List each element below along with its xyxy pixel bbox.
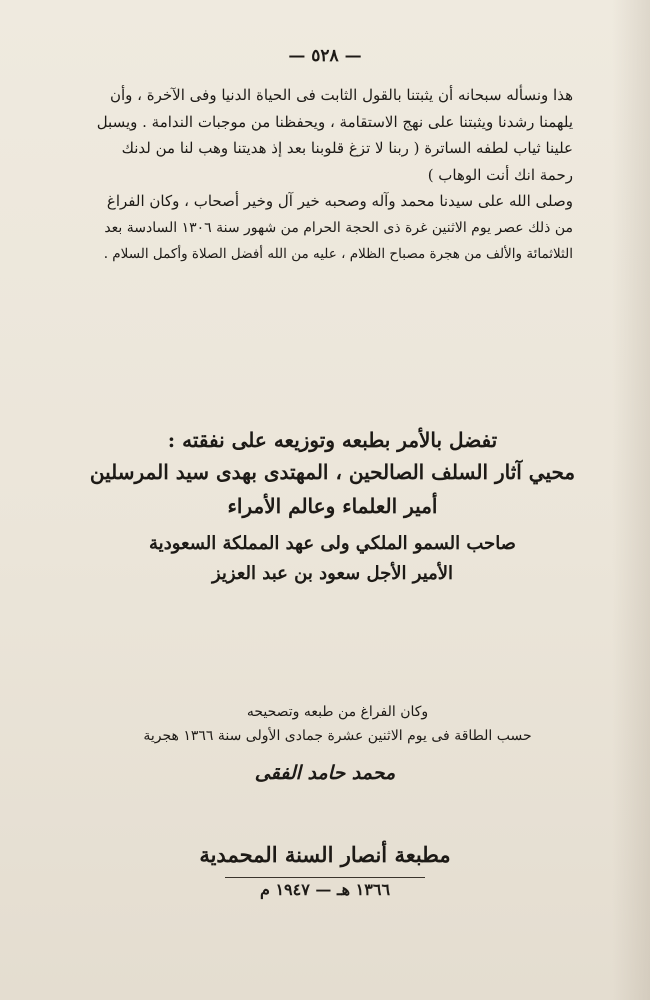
editor-signature: محمد حامد الفقى [254, 762, 396, 784]
dedication-line-2: محيي آثار السلف الصالحين ، المهتدى بهدى سيد المرسلين [89, 460, 576, 484]
dedication-line-4: صاحب السمو الملكي ولى عهد المملكة السعودية [149, 533, 516, 554]
body-line-4: رحمة انك أنت الوهاب ) [427, 165, 573, 184]
body-line-6: من ذلك عصر يوم الاثنين غرة ذى الحجة الحرام من شهور سنة ١٣٠٦ السادسة بعد [104, 219, 573, 236]
closing-paragraph [95, 82, 573, 268]
press-name: مطبعة أنصار السنة المحمدية [199, 842, 451, 867]
press-divider [225, 877, 425, 878]
dedication-line-1: تفضل بالأمر بطبعه وتوزيعه على نفقته : [167, 428, 498, 452]
body-line-1: هذا ونسأله سبحانه أن يثبتنا بالقول الثابت فى الحياة الدنيا وفى الآخرة ، وأن [109, 86, 573, 104]
body-line-2: يلهمنا رشدنا ويثبتنا على نهج الاستقامة ، ويحفظنا من موجبات الندامة . ويسبل [96, 112, 573, 131]
colophon [90, 700, 585, 748]
body-line-7: الثلاثمائة والألف من هجرة مصباح الظلام ، عليه من الله أفضل الصلاة وأكمل السلام . [103, 246, 573, 262]
page-number: — ٥٢٨ — [288, 46, 362, 66]
colophon-line-2: حسب الطاقة فى يوم الاثنين عشرة جمادى الأولى سنة ١٣٦٦ هجرية [143, 728, 532, 744]
body-line-3: علينا ثياب لطفه الساترة ( ربنا لا تزغ قلوبنا بعد إذ هديتنا وهب لنا من لدنك [121, 139, 573, 157]
dedication-block [80, 425, 585, 589]
dedication-line-3: أمير العلماء وعالم الأمراء [227, 494, 438, 518]
colophon-line-1: وكان الفراغ من طبعه وتصحيحه [246, 704, 429, 720]
body-line-5: وصلى الله على سيدنا محمد وآله وصحبه خير آل وخير أصحاب ، وكان الفراغ [106, 192, 573, 210]
dedication-line-5: الأمير الأجل سعود بن عبد العزيز [211, 563, 454, 584]
press-year: ١٣٦٦ هـ — ١٩٤٧ م [259, 880, 391, 899]
